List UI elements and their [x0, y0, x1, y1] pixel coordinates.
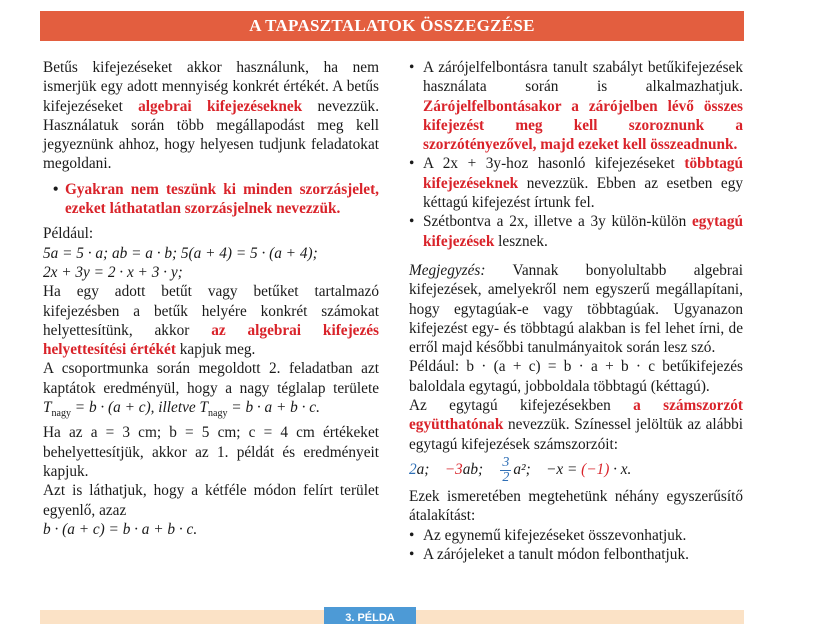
intro-paragraph [43, 58, 379, 174]
math-line-3: b · (a + c) = b · a + b · c. [43, 520, 198, 538]
area-symbol: T [43, 399, 52, 417]
note-paragraph [409, 261, 743, 357]
coefficient-minus-3: −3 [444, 460, 463, 478]
example-tab: 3. PÉLDA [324, 607, 416, 624]
multi-term-highlight: többtagú kifejezéseknek [423, 155, 743, 192]
combine-like-terms-bullet: • Az egynemű kifejezéseket összevonhatjuk. [409, 526, 743, 545]
single-term-highlight: egytagú kifejezések [423, 213, 743, 250]
substitution-text: Ha egy adott betűt vagy betűket tartalmazó kifejezésben a betűk helyére konkrét számokat helyettesítünk, akkor [43, 283, 379, 339]
area-formula-2: = b · a + b · c. [227, 399, 320, 417]
coefficient-highlight: a számszorzót együtthatónak [409, 397, 743, 434]
coefficient-examples [409, 456, 743, 485]
coefficient-paragraph [409, 396, 743, 454]
math-line-2: 2x + 3y = 2 · x + 3 · y; [43, 263, 183, 281]
substitution-text-end: kapjuk meg. [175, 341, 256, 359]
note-text: Vannak bonyolultabb algebrai kifejezések, amelyekről nem egyszerű megállapítani, hogy egytagúak-e vagy többtagúak. Ugyanazon kifejezést egy- és többtagú alakban is fel lehet írni, de erről majd későbbi tanulmányaitok során lesz szó. [409, 261, 743, 357]
coefficient-text: Az egytagú kifejezésekben [409, 397, 634, 415]
multi-term-text: A 2x + 3y-hoz hasonló kifejezéseket [423, 155, 685, 173]
intro-text-end: nevezzük. Használatuk során több megállapodást meg kell jegyeznünk ahhoz, hogy helyesen tudjunk feladatokat megoldani. [43, 97, 380, 173]
term-ab: ab; [462, 460, 484, 478]
fraction-denominator: 2 [502, 469, 510, 485]
term-x: · x. [609, 460, 632, 478]
values-paragraph: Ha az a = 3 cm; b = 5 cm; c = 4 cm értékeket behelyettesítjük, akkor az 1. példát és eredményeit kapjuk. [43, 424, 379, 480]
left-column [43, 58, 379, 539]
equality-paragraph: Azt is láthatjuk, hogy a kétféle módon felírt terület egyenlő, azaz [43, 482, 379, 519]
substitution-paragraph [43, 282, 379, 359]
area-subscript: nagy [51, 408, 71, 420]
coefficient-2: 2 [409, 460, 417, 478]
area-formula-1: = b · (a + c), illetve [70, 399, 200, 417]
multi-term-text-end: nevezzük. Ebben az esetben egy kéttagú kifejezést írtunk fel. [423, 174, 743, 212]
simplification-list [409, 526, 743, 565]
bracket-rule-highlight: Zárójelfelbontásakor a zárójelben lévő összes kifejezést meg kell szoroznunk a szorzótényezővel, majd ezeket kell összeadnunk. [423, 97, 743, 154]
term-a-squared: a²; [513, 460, 531, 478]
coefficient-text-end: nevezzük. Színessel jelöltük az alábbi egytagú kifejezések számszorzóit: [409, 416, 743, 453]
left-bullet-list [43, 180, 379, 219]
example-paragraph: Például: b · (a + c) = b · a + b · c betűkifejezés baloldala egytagú, jobboldala többtagú (kéttagú). [409, 358, 743, 395]
area-symbol-2: T [199, 399, 209, 417]
single-term-bullet [409, 212, 743, 251]
invisible-multiplication-bullet: • Gyakran nem teszünk ki minden szorzásjelet, ezeket láthatatlan szorzásjelnek nevezzük. [43, 180, 379, 219]
single-term-text: Szétbontva a 2x, illetve a 3y külön-külön [423, 213, 692, 231]
math-line-1: 5a = 5 · a; ab = a · b; 5(a + 4) = 5 · (a + 4); [43, 244, 318, 262]
term-minus-x: −x = [546, 460, 582, 478]
coefficient-minus-1: (−1) [581, 460, 610, 478]
substitution-highlight: az algebrai kifejezés helyettesítési értékét [43, 321, 379, 359]
simplification-paragraph: Ezek ismeretében megtehetünk néhány egyszerűsítő átalakítást: [409, 487, 743, 525]
fraction-numerator: 3 [502, 454, 510, 470]
bracket-rule-text: A zárójelfelbontásra tanult szabályt betűkifejezések használata során is alkalmazhatjuk. [423, 59, 743, 96]
group-work-paragraph [43, 359, 379, 423]
coefficient-three-halves [500, 456, 511, 485]
intro-text: Betűs kifejezéseket akkor használunk, ha nem ismerjük egy adott mennyiség konkrét értékét. A betűs kifejezéseket [43, 59, 379, 115]
term-a: a; [416, 460, 430, 478]
single-term-text-end: lesznek. [494, 232, 548, 250]
group-work-text: A csoportmunka során megoldott 2. feladatban azt kaptátok eredményül, hogy a nagy téglalap területe [43, 360, 379, 397]
note-label: Megjegyzés: [409, 261, 486, 279]
section-banner: A TAPASZTALATOK ÖSSZEGZÉSE [40, 11, 744, 41]
area-subscript-2: nagy [208, 408, 228, 420]
right-column [409, 58, 743, 564]
bracket-rule-bullet [409, 58, 743, 154]
multi-term-bullet [409, 154, 743, 212]
expand-brackets-bullet: • A zárójeleket a tanult módon felbonthatjuk. [409, 545, 743, 564]
right-bullet-list [409, 58, 743, 251]
example-label: Például: [43, 225, 94, 243]
intro-highlight: algebrai kifejezéseknek [138, 97, 303, 115]
